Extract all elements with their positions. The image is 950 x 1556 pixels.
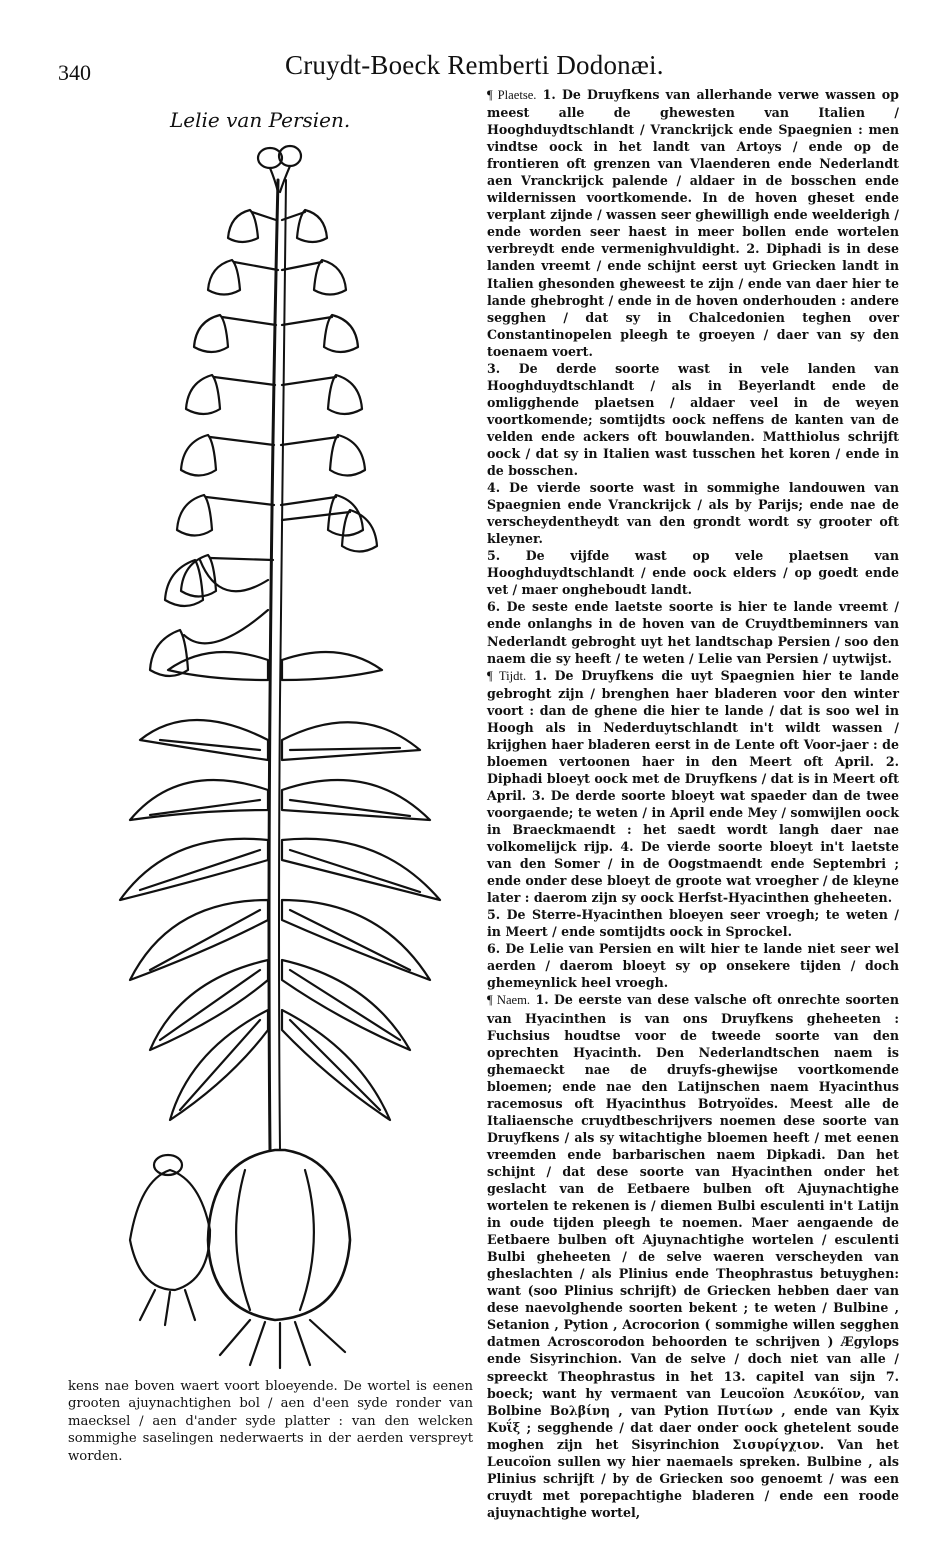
paragraph-text: 3. De derde soorte wast in vele landen van Hooghduydtschlandt / als in Beyerlandt ende de omligghende plaetsen / aldaer veel in de weyen voortkomende; somtijdts oock neffens de kanten van de velden ende ackers oft bouwlanden. Matthiolus schrijft oock / dat sy in Italien wast tusschen het koren / ende in de bosschen.	[487, 360, 899, 479]
paragraph	[487, 360, 899, 479]
running-title: Cruydt-Boeck Remberti Dodonæi.	[285, 50, 664, 80]
plant-caption: Lelie van Persien.	[170, 108, 351, 132]
paragraph-tijdt	[487, 667, 899, 907]
section-head-naem: ¶ Naem.	[487, 993, 531, 1008]
plant-woodcut-illustration	[100, 140, 470, 1370]
paragraph-text: 1. De eerste van dese valsche oft onrechte soorten van Hyacinthen is van ons Druyfkens gheheeten : Fuchsius houdtse voor de tweede soorte van den oprechten Hyacinth. Den Nederlandtschen naem is ghemaeckt nae de druyfs-ghewijse voortkomende bloemen; ende nae den Latijnschen naem Hyacinthus racemosus oft Hyacinthus Botryoïdes. Meest alle de Italiaensche cruydtbeschrijvers noemen dese soorte van Druyfkens / als sy witachtighe bloemen heeft / met eenen vreemden ende barbarischen naem Dipkadi. Dan het schijnt / dat dese soorte van Hyacinthen onder het geslacht van de Eetbaere bulben oft Ajuynachtighe wortelen te rekenen is / diemen Bulbi esculenti in't Latijn in oude tijden pleegh te noemen. Maer aengaende de Eetbaere bulben oft Ajuynachtighe wortelen / esculenti Bulbi gheheeten / de selve waeren verscheyden van gheslachten / als Plinius ende Theophrastus betuyghen: want (soo Plinius schrijft) de Griecken hebben daer van dese naevolghende soorten bekent ; te weten / Bulbine , Setanion , Pytion , Acrocorion ( sommighe willen segghen datmen Acroscorodon behoorden te schrijven ) Ægylops ende Sisyrinchion. Van de selve / doch niet van alle / spreeckt Theophrastus in het 13. capitel van sijn 7. boeck; want hy vermaent van Leucoïon Λευκόϊον, van Bolbine Βολβίνη , van Pytion Πυτίων , ende van Kyix Κυΐξ ; segghende / dat daer onder oock ghetelent soude moghen zijn het Sisyrinchion Σισυρίγχιον. Van het Leucoïon sullen wy hier naemaels spreken. Bulbine , als Plinius schrijft / by de Griecken soo genoemt / was een cruydt met porepachtighe bladeren / ende een roode ajuynachtighe wortel,	[487, 992, 899, 1520]
paragraph-text: 1. De Druyfkens die uyt Spaegnien hier te lande gebroght zijn / brenghen haer bladeren voor den winter voort : dan de ghene die hier te lande / dat is soo wel in Hoogh als in Nederduytschlandt in't wildt wassen / krijghen haer bladeren eerst in de Lente oft Voor-jaer : de bloemen vertoonen haer in den Meert oft April. 2. Diphadi bloeyt oock met de Druyfkens / dat is in Meert oft April. 3. De derde soorte bloeyt wat spaeder dan de twee voorgaende; te weten / in April ende Mey / somwijlen oock in Braeckmaendt : het saedt wordt langh daer nae volkomelijck rijp. 4. De vierde soorte bloeyt in't laetste van den Somer / in de Oogstmaendt ende Septembri ; ende onder dese bloeyt de groote wat vroegher / de kleyne later : daerom zijn sy oock Herfst-Hyacinthen gheheeten.	[487, 667, 900, 906]
paragraph-text: 6. De Lelie van Persien en wilt hier te lande niet seer wel aerden / daerom bloeyt sy op onsekere tijden / doch ghemeynlick heel vroegh.	[487, 941, 899, 991]
paragraph-text: 6. De seste ende laetste soorte is hier te lande vreemt / ende onlanghs in de hoven van de Cruydtbeminners van Nederlandt gebroght uyt het landtschap Persien / soo den naem die sy heeft / te weten / Lelie van Persien / uytwijst.	[487, 599, 899, 666]
section-head-tijdt: ¶ Tijdt.	[487, 668, 527, 683]
paragraph	[487, 547, 899, 598]
paragraph-text: 5. De Sterre-Hyacinthen bloeyen seer vroegh; te weten / in Meert / ende somtijdts oock in Sprockel.	[487, 907, 899, 940]
paragraph	[487, 940, 899, 991]
paragraph-text: 4. De vierde soorte wast in sommighe landouwen van Spaegnien ende Vranckrijck / als by Parijs; ende nae de verscheydentheydt van den grondt wordt sy grooter oft kleyner.	[487, 480, 899, 547]
paragraph-text: 5. De vijfde wast op vele plaetsen van Hooghduydtschlandt / ende oock elders / op goedt ende vet / maer ongheboudt landt.	[487, 548, 899, 598]
paragraph-plaetse	[487, 86, 899, 360]
paragraph-naem	[487, 991, 899, 1520]
page-number: 340	[58, 60, 91, 85]
section-head-plaetse: ¶ Plaetse.	[487, 88, 537, 102]
paragraph	[487, 906, 899, 940]
right-text-column	[487, 86, 899, 1521]
paragraph	[487, 598, 899, 666]
left-body-text: kens nae boven waert voort bloeyende. De wortel is eenen grooten ajuynachtighen bol / aen d'een syde ronder van maecksel / aen d'ander syde platter : van den welcken sommighe saselingen nederwaerts in der aerden verspreyt worden.	[68, 1379, 473, 1464]
paragraph	[487, 479, 899, 547]
paragraph-text: 1. De Druyfkens van allerhande verwe wassen op meest alle de ghewesten van Italien / Hooghduydtschlandt / Vranckrijck ende Spaegnien : men vindtse oock in het landt van Artoys / ende op de frontieren oft grenzen van Vlaenderen ende Nederlandt aen Vranckrijck palende / aldaer in de bosschen ende wildernissen voortkomende. In de hoven gheset ende verplant zijnde / wassen seer ghewilligh ende weelderigh / ende worden seer haest in meer bollen ende wortelen verbreydt ende vermenighvuldight. 2. Diphadi is in dese landen vreemt / ende schijnt eerst uyt Griecken landt in Italien ghesonden gheweest te zijn / ende van daer hier te lande ghebroght / ende in de hoven onderhouden : andere segghen / dat sy in Chalcedonien teghen over Constantinopelen pleegh te groeyen / daer van sy den toenaem voert.	[487, 87, 899, 359]
